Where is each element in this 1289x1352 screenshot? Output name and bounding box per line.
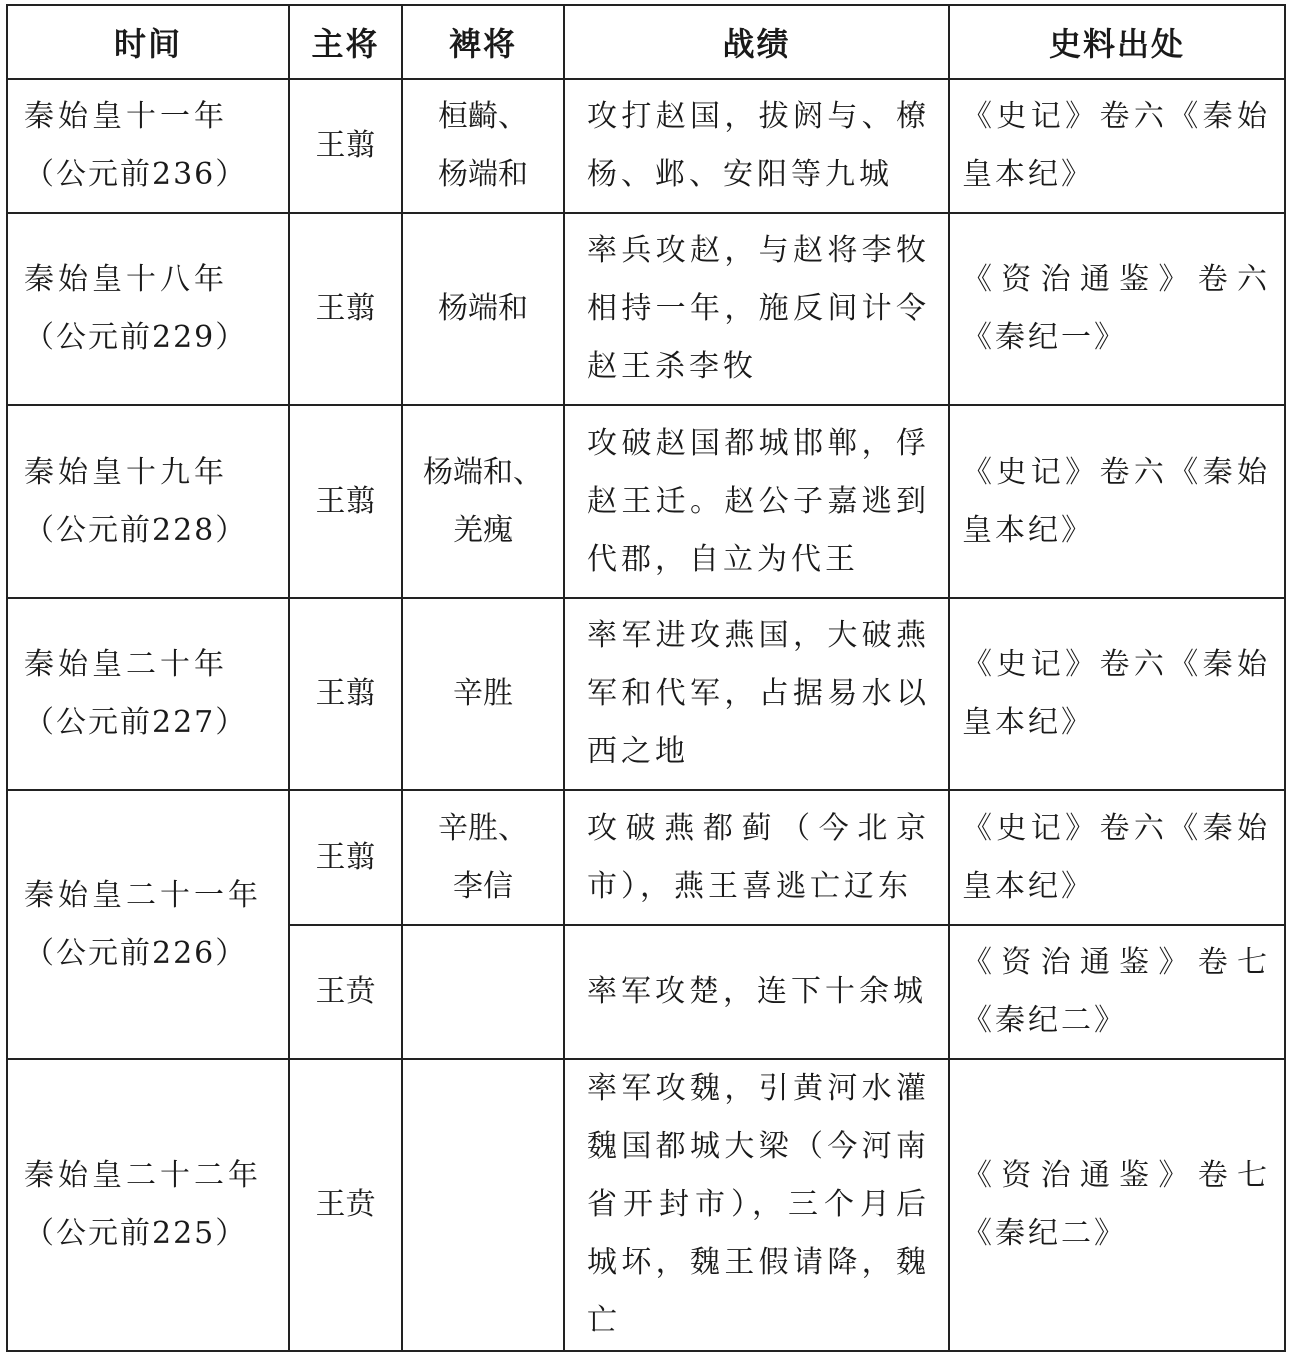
time-cell	[7, 1059, 289, 1351]
deputy-name: 辛胜、	[438, 810, 528, 846]
deputy-name: 辛胜	[453, 676, 513, 711]
deputy-general-cell	[402, 79, 564, 213]
table-row	[7, 213, 1285, 405]
table-row	[7, 1059, 1285, 1351]
record-cell: 率军进攻燕国，大破燕军和代军，占据易水以西之地	[564, 598, 949, 790]
header-source: 史料出处	[949, 5, 1285, 79]
time-cell	[7, 598, 289, 790]
time-bc: （公元前225）	[24, 1216, 248, 1251]
record-cell: 率军攻魏，引黄河水灌魏国都城大梁（今河南省开封市），三个月后城坏，魏王假请降，魏亡	[564, 1059, 949, 1351]
deputy-general-cell	[402, 925, 564, 1059]
main-general-cell: 王翦	[289, 79, 402, 213]
time-bc: （公元前227）	[24, 705, 248, 740]
deputy-name: 李信	[453, 868, 513, 904]
source-cell: 《史记》卷六《秦始皇本纪》	[949, 79, 1285, 213]
deputy-name: 杨端和、	[423, 454, 543, 490]
source-cell: 《史记》卷六《秦始皇本纪》	[949, 598, 1285, 790]
record-cell: 攻破燕都蓟（今北京市），燕王喜逃亡辽东	[564, 790, 949, 925]
time-cell	[7, 79, 289, 213]
time-year: 秦始皇二十一年	[24, 877, 262, 913]
header-row	[7, 5, 1285, 79]
main-general-cell: 王贲	[289, 925, 402, 1059]
source-cell: 《资治通鉴》卷七《秦纪二》	[949, 925, 1285, 1059]
source-cell: 《资治通鉴》卷七《秦纪二》	[949, 1059, 1285, 1351]
time-cell	[7, 790, 289, 1059]
deputy-name: 桓齮、	[438, 99, 528, 134]
deputy-general-cell	[402, 405, 564, 598]
header-main-general: 主将	[289, 5, 402, 79]
deputy-general-cell	[402, 598, 564, 790]
main-general-cell: 王翦	[289, 213, 402, 405]
deputy-general-cell	[402, 1059, 564, 1351]
table-row	[7, 79, 1285, 213]
deputy-name: 羌瘣	[453, 512, 513, 548]
record-cell: 率兵攻赵，与赵将李牧相持一年，施反间计令赵王杀李牧	[564, 213, 949, 405]
time-year: 秦始皇十八年	[24, 262, 228, 297]
source-cell: 《资治通鉴》卷六《秦纪一》	[949, 213, 1285, 405]
time-bc: （公元前226）	[24, 935, 248, 971]
time-cell	[7, 405, 289, 598]
header-record: 战绩	[564, 5, 949, 79]
main-general-cell: 王贲	[289, 1059, 402, 1351]
main-general-cell: 王翦	[289, 598, 402, 790]
record-cell: 率军攻楚，连下十余城	[564, 925, 949, 1059]
record-cell: 攻破赵国都城邯郸，俘赵王迁。赵公子嘉逃到代郡，自立为代王	[564, 405, 949, 598]
time-bc: （公元前229）	[24, 320, 248, 355]
record-cell: 攻打赵国，拔阏与、橑杨、邺、安阳等九城	[564, 79, 949, 213]
time-year: 秦始皇二十年	[24, 647, 228, 682]
time-year: 秦始皇十九年	[24, 454, 228, 490]
deputy-general-cell	[402, 213, 564, 405]
deputy-name: 杨端和	[438, 291, 528, 326]
time-year: 秦始皇二十二年	[24, 1158, 262, 1193]
main-general-cell: 王翦	[289, 790, 402, 925]
time-bc: （公元前236）	[24, 157, 248, 192]
time-bc: （公元前228）	[24, 512, 248, 548]
table-row	[7, 598, 1285, 790]
time-year: 秦始皇十一年	[24, 99, 228, 134]
header-deputy-general: 裨将	[402, 5, 564, 79]
main-general-cell: 王翦	[289, 405, 402, 598]
time-cell	[7, 213, 289, 405]
source-cell: 《史记》卷六《秦始皇本纪》	[949, 405, 1285, 598]
table-row	[7, 790, 1285, 925]
deputy-name: 杨端和	[438, 157, 528, 192]
deputy-general-cell	[402, 790, 564, 925]
source-cell: 《史记》卷六《秦始皇本纪》	[949, 790, 1285, 925]
header-time: 时间	[7, 5, 289, 79]
table-row	[7, 405, 1285, 598]
qin-battle-table	[6, 4, 1286, 1352]
